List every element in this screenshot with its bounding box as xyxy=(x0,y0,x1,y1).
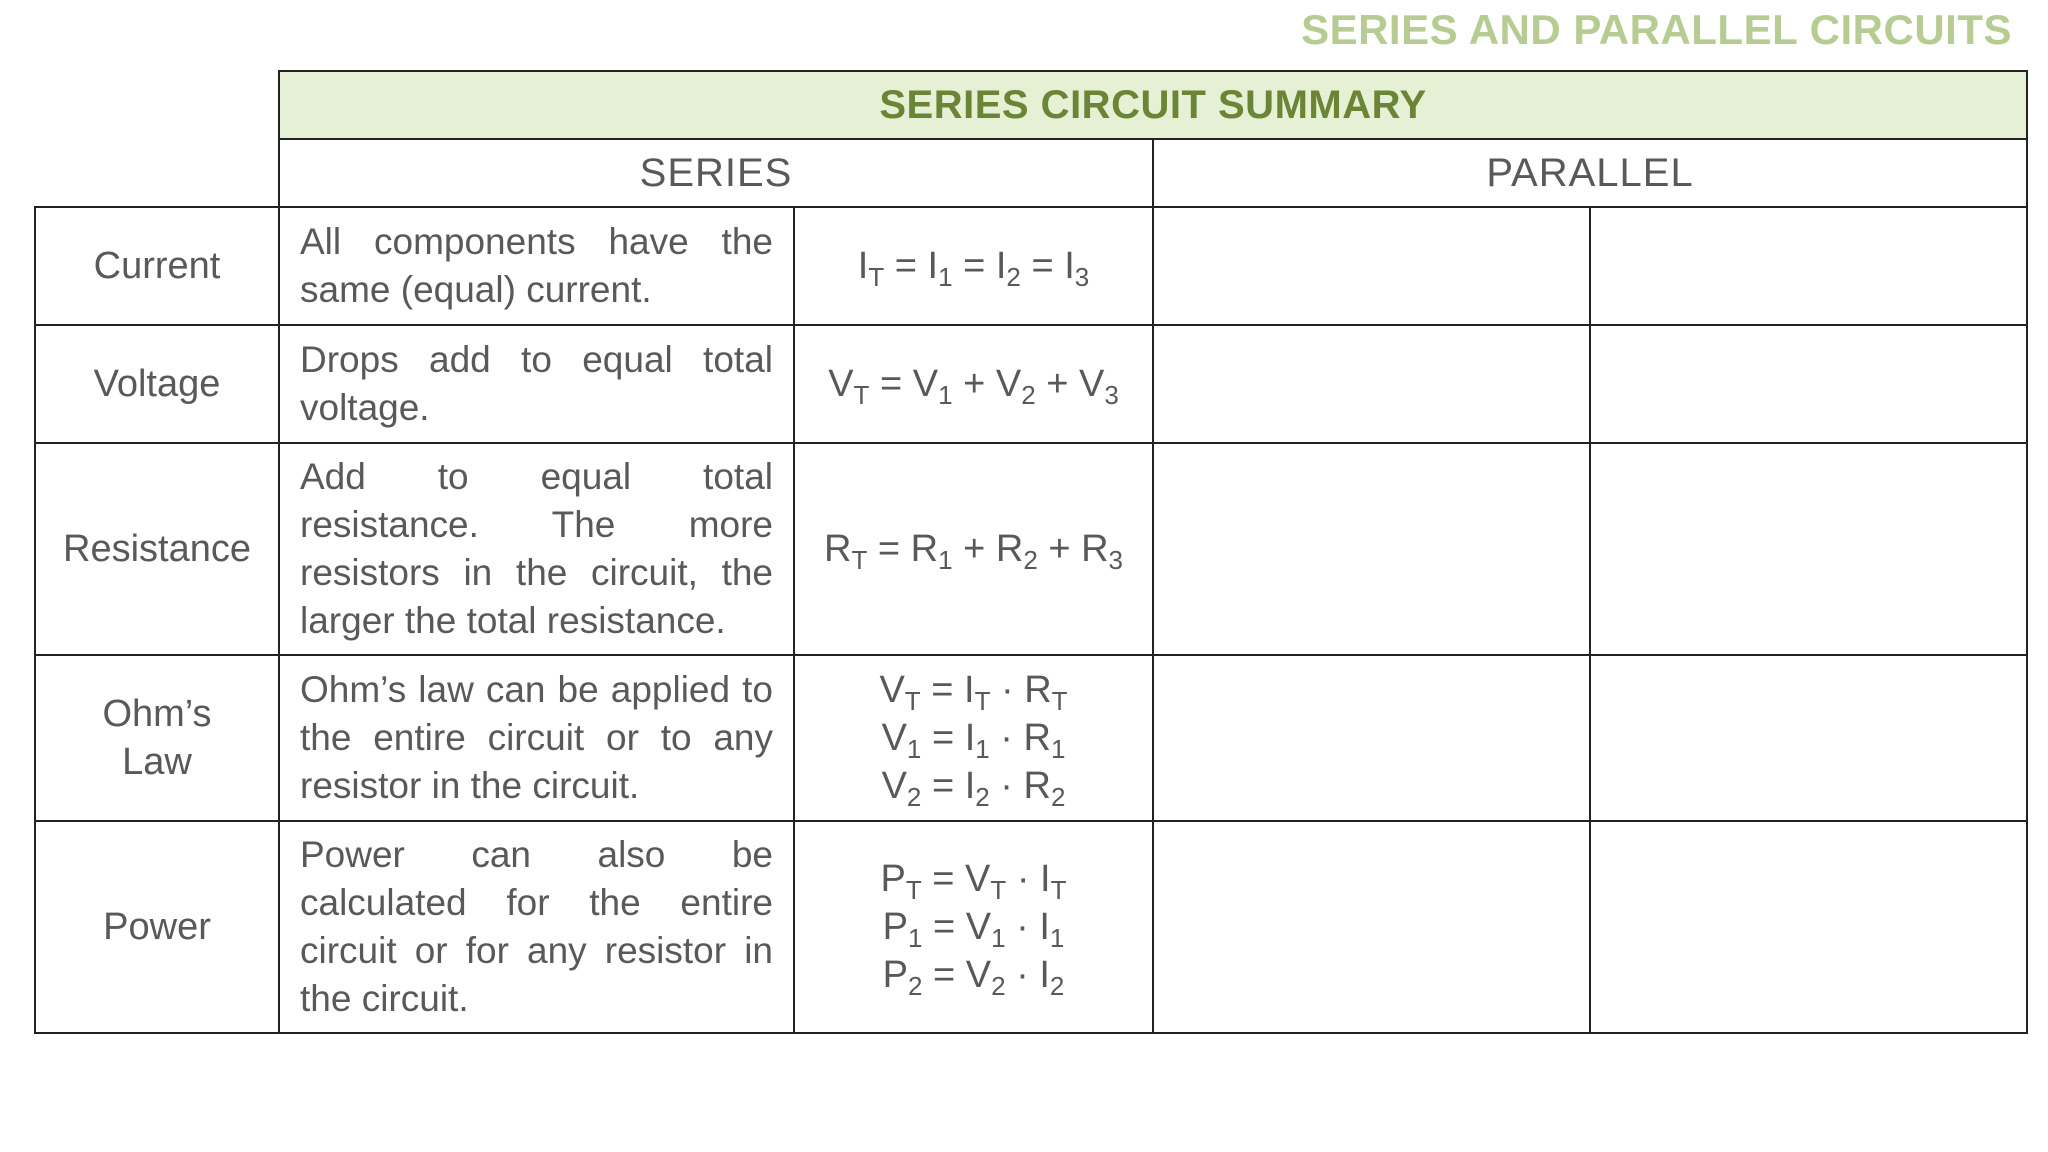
series-formula xyxy=(794,821,1153,1033)
series-formula xyxy=(794,443,1153,655)
formula-line: $P_T = V_T \cdot I_T$ xyxy=(880,858,1067,905)
parallel-formula-blank xyxy=(1590,443,2027,655)
series-description: All components have the same (equal) current. xyxy=(279,207,794,325)
formula-line: $V_2 = I_2 \cdot R_2$ xyxy=(881,765,1066,812)
parallel-formula-blank xyxy=(1590,821,2027,1033)
row-label-current: Current xyxy=(35,207,279,325)
formula-line: $P_1 = V_1 \cdot I_1$ xyxy=(882,906,1065,953)
table-title-row xyxy=(35,71,2027,139)
parallel-description-blank xyxy=(1153,207,1590,325)
table-row xyxy=(35,325,2027,443)
parallel-description-blank xyxy=(1153,443,1590,655)
row-label-ohms-law xyxy=(35,655,279,821)
parallel-formula-blank xyxy=(1590,655,2027,821)
empty-corner xyxy=(35,139,279,207)
series-description: Drops add to equal total voltage. xyxy=(279,325,794,443)
table-row xyxy=(35,443,2027,655)
table-row xyxy=(35,207,2027,325)
series-description: Power can also be calculated for the entire circuit or for any resistor in the circuit. xyxy=(279,821,794,1033)
formula-line: $R_T = R_1 + R_2 + R_3$ xyxy=(824,528,1123,575)
table-row xyxy=(35,655,2027,821)
series-formula xyxy=(794,655,1153,821)
parallel-description-blank xyxy=(1153,655,1590,821)
series-description: Add to equal total resistance. The more resistors in the circuit, the larger the total resistance. xyxy=(279,443,794,655)
column-header-parallel: PARALLEL xyxy=(1153,139,2027,207)
column-header-series: SERIES xyxy=(279,139,1153,207)
formula-line: $P_2 = V_2 \cdot I_2$ xyxy=(882,954,1065,1001)
parallel-formula-blank xyxy=(1590,207,2027,325)
series-circuit-summary-table xyxy=(34,70,2028,1034)
row-label-voltage: Voltage xyxy=(35,325,279,443)
formula-line: $I_T = I_1 = I_2 = I_3$ xyxy=(857,245,1090,292)
empty-corner xyxy=(35,71,279,139)
table-row xyxy=(35,821,2027,1033)
row-label-power: Power xyxy=(35,821,279,1033)
formula-line: $V_T = I_T \cdot R_T$ xyxy=(879,669,1068,716)
series-formula xyxy=(794,207,1153,325)
column-header-row xyxy=(35,139,2027,207)
row-label-line: Ohm’s xyxy=(102,693,212,735)
parallel-description-blank xyxy=(1153,325,1590,443)
row-label-resistance: Resistance xyxy=(35,443,279,655)
row-label-line: Law xyxy=(122,741,192,783)
formula-line: $V_T = V_1 + V_2 + V_3$ xyxy=(828,363,1119,410)
formula-line: $V_1 = I_1 \cdot R_1$ xyxy=(881,717,1066,764)
parallel-description-blank xyxy=(1153,821,1590,1033)
parallel-formula-blank xyxy=(1590,325,2027,443)
series-description: Ohm’s law can be applied to the entire circuit or to any resistor in the circuit. xyxy=(279,655,794,821)
page-title: SERIES AND PARALLEL CIRCUITS xyxy=(1301,6,2012,53)
series-formula xyxy=(794,325,1153,443)
table-title: SERIES CIRCUIT SUMMARY xyxy=(279,71,2027,139)
